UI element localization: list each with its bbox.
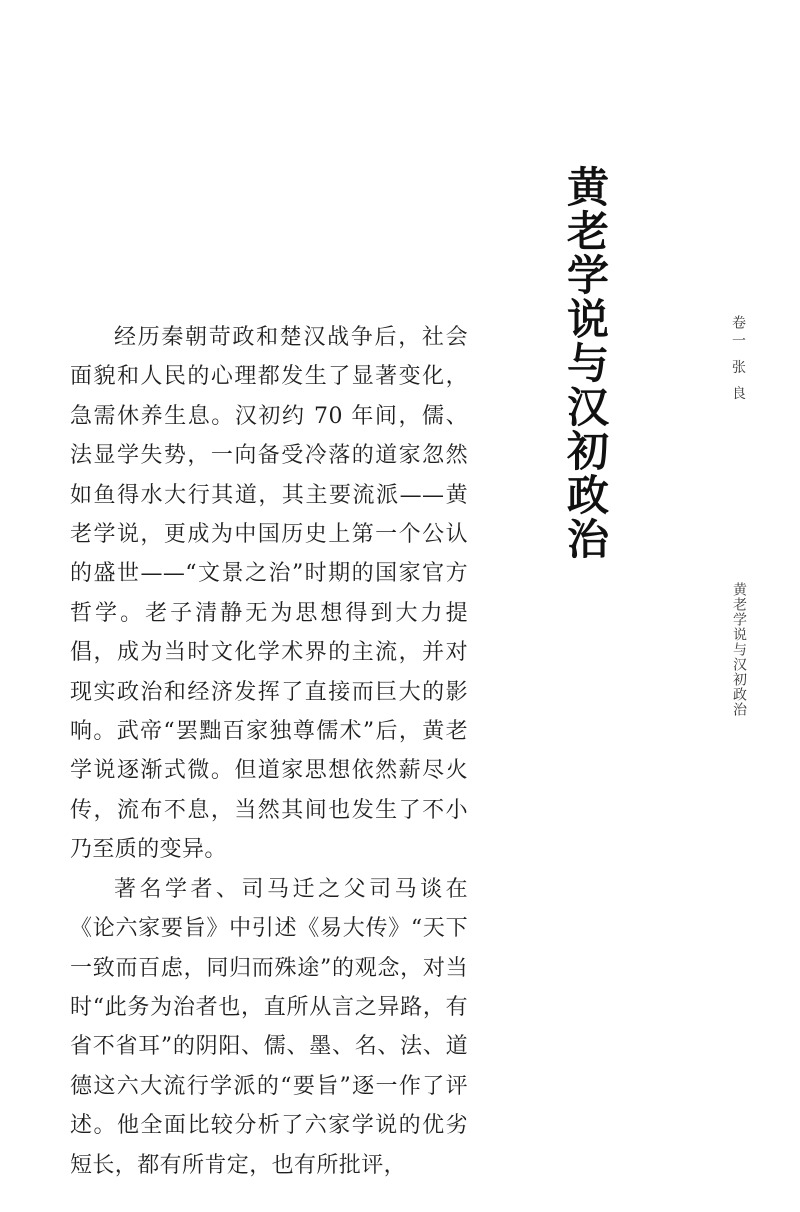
paragraph-1: 经历秦朝苛政和楚汉战争后，社会面貌和人民的心理都发生了显著变化，急需休养生息。汉初约 70 年间，儒、法显学失势，一向备受冷落的道家忽然如鱼得水大行其道，其主要流派——黄老学说，更成为中国历史上第一个公认的盛世——“文景之治”时期的国家官方哲学。老子清静无为思想得到大力提倡，成为当时文化学术界的主流，并对现实政治和经济发挥了直接而巨大的影响。武帝“罢黜百家独尊儒术”后，黄老学说逐渐式微。但道家思想依然薪尽火传，流布不息，当然其间也发生了不小乃至质的变异。 (70, 325, 468, 863)
body-text (70, 318, 468, 1185)
chapter-title: 黄老学说与汉初政治 (561, 165, 610, 561)
paragraph-2: 著名学者、司马迁之父司马谈在《论六家要旨》中引述《易大传》“天下一致而百虑，同归而殊途”的观念，对当时“此务为治者也，直所从言之异路，有省不省耳”的阴阳、儒、墨、名、法、道德这六大流行学派的“要旨”逐一作了评述。他全面比较分析了六家学说的优劣短长，都有所肯定，也有所批评， (70, 876, 468, 1178)
running-head-volume: 卷一 张 良 (730, 315, 746, 404)
running-head-section: 黄老学说与汉初政治 (731, 582, 747, 717)
